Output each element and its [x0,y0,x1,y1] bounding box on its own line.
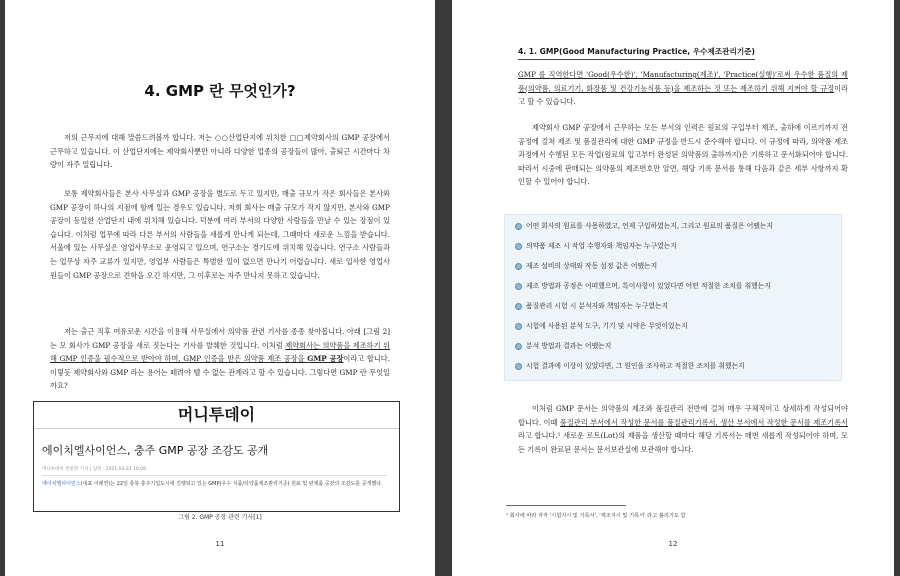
underlined-text: 제약회사는 의약품을 제조하기 위해 GMP 인증을 필수적으로 받아야 하며, GMP 인증을 받은 의약품 제조 공장을 [50,340,390,364]
bullet-icon [515,343,522,350]
checklist-item [515,360,745,370]
chapter-title: 4. GMP 란 무엇인가? [144,82,296,100]
checklist-item-text: 분석 방법과 결과는 어땠는지 [526,342,612,350]
news-body-text: (대표 이래연)는 22일 충북 충주기업도시에 진행되고 있는 GMP(우수 식품/의약품제조관리기준) 원료 및 완제품 공장의 조감도를 공개했다. [80,481,383,487]
checklist-item [515,240,677,250]
checklist-item [515,280,771,290]
paragraph [50,131,390,172]
news-company-link: 에이치엘사이언스 [42,481,81,487]
paragraph-text: 보통 제약회사들은 본사 사무실과 GMP 공장을 별도로 두고 있지만, 매출 규모가 작은 회사들은 본사와 GMP 공장이 하나의 지점에 함께 있는 경우도 있습니다. 저희 회사는 매출 규모가 작지 않지만, 본사와 GMP 공장이 동일한 산업단지 내에 위치해 있습니다. 덕분에 여러 부서의 다양한 사람들을 만날 수 있는 장점이 있습니다. 이처럼 업무에 따라 다른 부서의 사람들을 새롭게 만나게 되는데, 그때마다 새로운 느낌을 받습니다. 서울에 있는 사무실은 영업사무소로 운영되고 있으며, 연구소는 경기도에 위치해 있습니다. 연구소 사람들과는 업무상 자주 교류가 있지만, 영업부 사람들은 특별한 일이 없으면 만나기 어렵습니다. 새로 입사한 영업사원들이 GMP 공장으로 견학을 오긴 하지만, 그 이후로는 자주 만나지 못하고 있습니다. [50,189,390,280]
section-heading: 4. 1. GMP(Good Manufacturing Practice, 우수제조관리기준) [518,46,755,60]
paragraph [50,325,390,393]
bullet-icon [515,303,522,310]
checklist-item [515,320,688,330]
bullet-icon [515,323,522,330]
checklist-item-text: 제조 방법과 공정은 어떠했으며, 특이사항이 있었다면 어떤 적절한 조치를 취했는지 [526,282,771,290]
bullet-icon [515,363,522,370]
paragraph-text: 이처럼 GMP 문서는 의약품의 제조와 품질관리 전반에 걸쳐 매우 구체적이고 상세하게 작성되어야 합니다. 이때 [518,404,848,427]
underlined-text: 품질관리 부서에서 작성한 문서를 품질관리기록서, 생산 부서에서 작성한 문서를 제조기록서 [559,417,848,427]
paragraph-text: 저는 출근 직후 여유로운 시간을 이용해 사무실에서 의약품 관련 기사를 종종 찾아봅니다. 아래 [그림 2]는 모 회사가 GMP 공장을 새로 짓는다는 기사를 발췌한 것입니다. 이처럼 [50,327,390,350]
news-headline: 에이치엘사이언스, 충주 GMP 공장 조감도 공개 [42,444,269,457]
checklist-item-text: 시험에 사용된 분석 도구, 기기 및 시약은 무엇이었는지 [526,322,688,330]
paragraph-text: 저의 근무지에 대해 말씀드려볼까 합니다. 저는 ○○산업단지에 위치한 □□제약회사의 GMP 공장에서 근무하고 있습니다. 이 산업단지에는 제약회사뿐만 아니라 다양한 업종의 공장들이 많아, 출퇴근 시간마다 차량이 자주 밀립니다. [50,133,390,170]
news-logo: 머니투데이 [34,402,399,429]
paragraph-text: 이라고 합니다. 이렇듯 제약회사와 GMP 라는 용어는 떼려야 뗄 수 없는 관계라고 할 수 있습니다. 그렇다면 GMP 란 무엇일까요? [50,354,390,391]
bullet-icon [515,263,522,270]
checklist-box [504,214,842,381]
paragraph-text: 이라고 할 수 있습니다. [518,83,848,107]
paragraph [518,68,848,109]
figure-caption: 그림 2. GMP 공장 관련 기사[1] [178,514,262,521]
paragraph [518,121,848,189]
page-number: 11 [215,540,225,548]
checklist-item-text: 어떤 회사의 원료를 사용하였고, 언제 구입하였는지, 그리고 원료의 품질은 어땠는지 [526,222,774,230]
paragraph [50,187,390,282]
paragraph-text: 제약회사 GMP 공장에서 근무하는 모든 부서의 인력은 원료의 구입부터 제조, 출하에 이르기까지 전 공정에 걸쳐 제조 및 품질관리에 대한 GMP 규정을 반드시 준수해야 합니다. 이 규정에 따라, 의약품 제조 과정에서 수행된 모든 작업(원료의 입고부터 완성된 의약품의 출하까지)은 기록하고 문서화되어야 합니다. 따라서 시중에 판매되는 의약품의 제조번호만 알면, 해당 기록 문서를 통해 다음과 같은 세부 사항까지 확인할 수 있어야 합니다. [518,123,848,187]
checklist-item [515,220,773,230]
paragraph [518,402,848,456]
checklist-item [515,260,657,270]
paragraph-text: 라고 합니다.¹ 새로운 로트(Lot)의 제품을 생산할 때마다 해당 기록서는 매번 새롭게 작성되어야 하며, 모든 기록이 완료된 문서는 문서보관실에 보관해야 합니다. [518,431,848,454]
footnote: ¹ 회사에 따라 각각 '시험지시 및 기록서', '제조지시 및 기록서' 라고 불리기도 함 [506,513,686,519]
checklist-item-text: 제조 설비의 상태와 작동 설정 값은 어땠는지 [526,262,658,270]
checklist-item-text: 의약품 제조 시 작업 수행자와 책임자는 누구였는지 [526,242,677,250]
checklist-item-text: 품질관리 시험 시 분석자와 책임자는 누구였는지 [526,302,669,310]
bullet-icon [515,243,522,250]
news-body [42,480,387,489]
checklist-item [515,300,668,310]
right-page [452,0,894,576]
checklist-item [515,340,611,350]
footnote-divider [506,505,626,506]
news-article-image [33,401,400,512]
underlined-text: GMP 를 직역한다면 'Good(우수한)', 'Manufacturing(제조)', 'Practice(실행)'로써 우수한 품질의 제품(의약품, 의료기기, 화장품 및 건강기능식품 등)을 제조하는 것 또는 제조하기 위해 지켜야 할 규정 [518,70,848,93]
news-meta: 머니투데이 빈중완 기자 | 입력 : 2021.03.22 10:09 [42,466,387,476]
page-number: 12 [668,540,678,548]
bullet-icon [515,223,522,230]
underlined-bold-text: GMP 공장 [307,354,344,364]
bullet-icon [515,283,522,290]
checklist-item-text: 시험 결과에 이상이 있었다면, 그 원인을 조사하고 적절한 조치를 취했는지 [526,362,745,370]
left-page [5,0,435,576]
